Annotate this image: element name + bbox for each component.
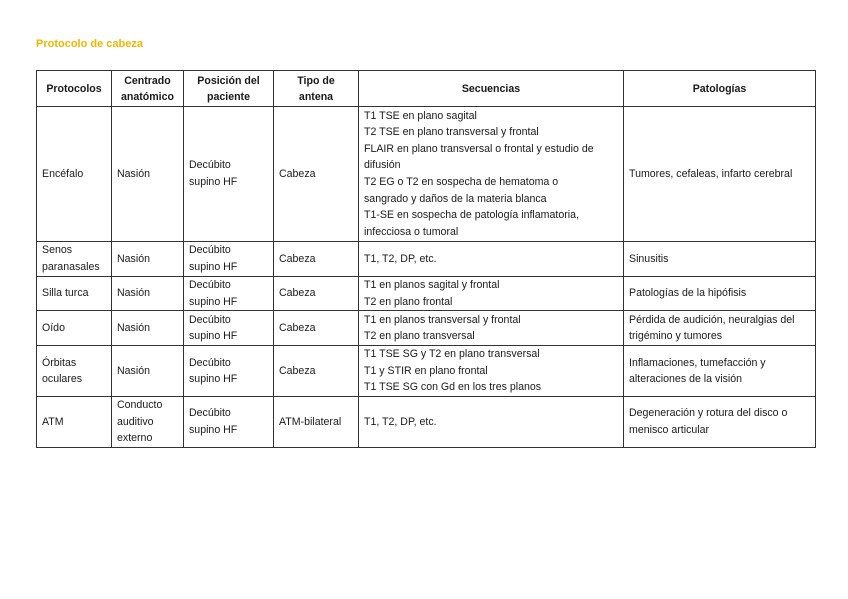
cell-protocolo: Encéfalo: [37, 107, 112, 242]
cell-patologias: Patologías de la hipófisis: [624, 277, 816, 311]
cell-antena: Cabeza: [274, 277, 359, 311]
table-row: [37, 242, 816, 277]
cell-protocolo: Oído: [37, 311, 112, 346]
header-secuencias: Secuencias: [359, 71, 624, 107]
cell-protocolo: Senos paranasales: [37, 242, 112, 277]
cell-patologias: Tumores, cefaleas, infarto cerebral: [624, 107, 816, 242]
cell-protocolo: ATM: [37, 397, 112, 448]
cell-patologias: Inflamaciones, tumefacción y alteraciones de la visión: [624, 346, 816, 397]
cell-patologias: Degeneración y rotura del disco o menisco articular: [624, 397, 816, 448]
cell-antena: Cabeza: [274, 311, 359, 346]
cell-posicion: Decúbito supino HF: [184, 242, 274, 277]
cell-posicion: Decúbito supino HF: [184, 311, 274, 346]
cell-secuencias: T1 en planos sagital y frontal T2 en plano frontal: [359, 277, 624, 311]
protocol-table: [36, 70, 816, 448]
table-row: [37, 277, 816, 311]
cell-antena: Cabeza: [274, 242, 359, 277]
cell-centrado: Nasión: [112, 311, 184, 346]
header-patologias: Patologías: [624, 71, 816, 107]
cell-antena: ATM-bilateral: [274, 397, 359, 448]
cell-secuencias: T1, T2, DP, etc.: [359, 242, 624, 277]
cell-secuencias: T1, T2, DP, etc.: [359, 397, 624, 448]
cell-patologias: Sinusitis: [624, 242, 816, 277]
header-antena: Tipo de antena: [274, 71, 359, 107]
cell-posicion: Decúbito supino HF: [184, 277, 274, 311]
cell-patologias: Pérdida de audición, neuralgias del trigémino y tumores: [624, 311, 816, 346]
cell-protocolo: Órbitas oculares: [37, 346, 112, 397]
cell-protocolo: Silla turca: [37, 277, 112, 311]
table-row: [37, 397, 816, 448]
cell-secuencias: T1 TSE SG y T2 en plano transversal T1 y STIR en plano frontal T1 TSE SG con Gd en los tres planos: [359, 346, 624, 397]
cell-centrado: Nasión: [112, 242, 184, 277]
cell-posicion: Decúbito supino HF: [184, 397, 274, 448]
header-posicion: Posición del paciente: [184, 71, 274, 107]
cell-centrado: Conducto auditivo externo: [112, 397, 184, 448]
header-protocolos: Protocolos: [37, 71, 112, 107]
cell-posicion: Decúbito supino HF: [184, 107, 274, 242]
table-row: [37, 311, 816, 346]
cell-centrado: Nasión: [112, 107, 184, 242]
table-header-row: [37, 71, 816, 107]
cell-centrado: Nasión: [112, 346, 184, 397]
table-row: [37, 346, 816, 397]
cell-secuencias: T1 TSE en plano sagital T2 TSE en plano transversal y frontal FLAIR en plano transversal o frontal y estudio de difusión T2 EG o T2 en sospecha de hematoma o sangrado y daños de la materia blanca T1-SE en sospecha de patología inflamatoria, infecciosa o tumoral: [359, 107, 624, 242]
header-centrado: Centrado anatómico: [112, 71, 184, 107]
cell-centrado: Nasión: [112, 277, 184, 311]
cell-antena: Cabeza: [274, 346, 359, 397]
cell-antena: Cabeza: [274, 107, 359, 242]
table-row: [37, 107, 816, 242]
cell-posicion: Decúbito supino HF: [184, 346, 274, 397]
cell-secuencias: T1 en planos transversal y frontal T2 en plano transversal: [359, 311, 624, 346]
page-title: Protocolo de cabeza: [36, 38, 143, 50]
